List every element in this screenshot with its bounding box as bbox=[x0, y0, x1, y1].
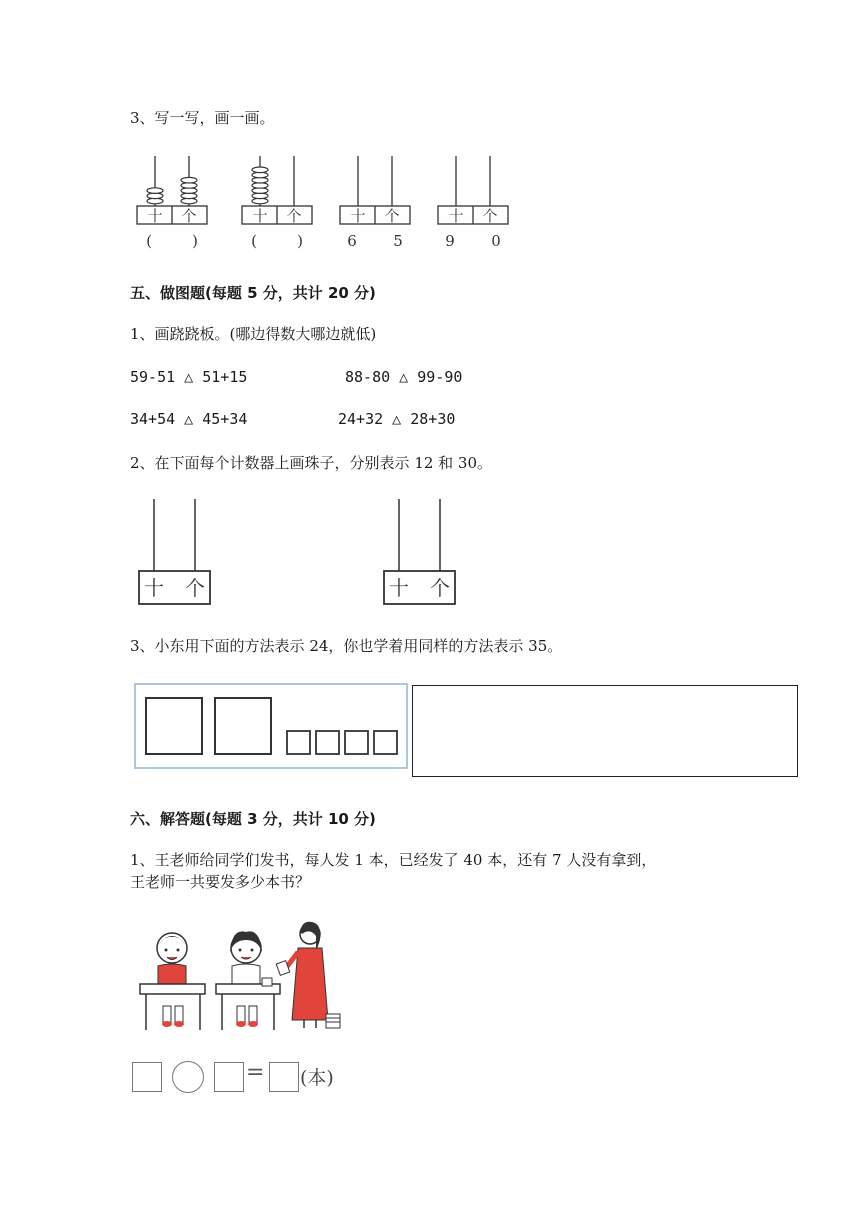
ones-label: 个 bbox=[286, 207, 302, 225]
caption-left: ( bbox=[251, 232, 257, 250]
section-5-title: 五、做图题(每题 5 分，共计 20 分) bbox=[130, 284, 376, 302]
ones-label: 个 bbox=[482, 207, 498, 225]
caption-left: 6 bbox=[347, 232, 357, 250]
section-6-title: 六、解答题(每题 3 分，共计 10 分) bbox=[130, 810, 376, 828]
q5-1-prompt: 1、画跷跷板。(哪边得数大哪边就低) bbox=[130, 325, 377, 343]
answer-square-2[interactable] bbox=[214, 1062, 244, 1092]
expr-c: 34+54 △ 45+34 bbox=[130, 410, 248, 428]
expr-a: 59-51 △ 51+15 bbox=[130, 368, 248, 386]
abacus-small bbox=[438, 156, 508, 250]
tens-label: 十 bbox=[144, 576, 164, 600]
caption-right: 0 bbox=[491, 232, 501, 250]
tens-label: 十 bbox=[252, 207, 268, 225]
bead bbox=[252, 167, 268, 173]
caption-right: 5 bbox=[393, 232, 403, 250]
caption-right: ) bbox=[192, 232, 198, 250]
bead bbox=[147, 188, 163, 194]
answer-box[interactable] bbox=[412, 685, 798, 777]
q6-1-line1: 1、王老师给同学们发书，每人发 1 本，已经发了 40 本，还有 7 人没有拿到， bbox=[130, 851, 657, 869]
q5-2-prompt: 2、在下面每个计数器上画珠子，分别表示 12 和 30。 bbox=[130, 454, 493, 472]
caption-left: ( bbox=[146, 232, 152, 250]
tens-label: 十 bbox=[448, 207, 464, 225]
bead bbox=[181, 177, 197, 183]
caption-left: 9 bbox=[445, 232, 455, 250]
tens-label: 十 bbox=[389, 576, 409, 600]
answer-square-1[interactable] bbox=[132, 1062, 162, 1092]
abacus-small bbox=[340, 156, 410, 250]
teacher bbox=[276, 922, 340, 1028]
blocks-example bbox=[133, 682, 411, 772]
tens-label: 十 bbox=[350, 207, 366, 225]
classroom-illustration bbox=[132, 918, 347, 1033]
student-boy bbox=[140, 933, 205, 1030]
expr-b: 88-80 △ 99-90 bbox=[345, 368, 463, 386]
question-3-prompt: 3、写一写，画一画。 bbox=[130, 109, 275, 127]
expr-d: 24+32 △ 28+30 bbox=[338, 410, 456, 428]
abacus-small bbox=[137, 156, 207, 250]
caption-right: ) bbox=[297, 232, 303, 250]
ones-label: 个 bbox=[430, 576, 450, 600]
answer-square-3[interactable] bbox=[269, 1062, 299, 1092]
equation-row bbox=[132, 1060, 392, 1096]
abacus-large-2 bbox=[380, 495, 470, 610]
operator-circle[interactable] bbox=[172, 1061, 204, 1093]
unit-label: (本) bbox=[300, 1067, 334, 1089]
q5-3-prompt: 3、小东用下面的方法表示 24，你也学着用同样的方法表示 35。 bbox=[130, 637, 563, 655]
equals-sign: = bbox=[246, 1060, 265, 1085]
abacus-row bbox=[125, 148, 525, 258]
student-girl bbox=[216, 931, 280, 1030]
ones-label: 个 bbox=[185, 576, 205, 600]
q6-1-line2: 王老师一共要发多少本书？ bbox=[130, 873, 311, 891]
abacus-small bbox=[242, 156, 312, 250]
ones-label: 个 bbox=[181, 207, 197, 225]
tens-label: 十 bbox=[147, 207, 163, 225]
abacus-large-1 bbox=[135, 495, 225, 610]
ones-label: 个 bbox=[384, 207, 400, 225]
